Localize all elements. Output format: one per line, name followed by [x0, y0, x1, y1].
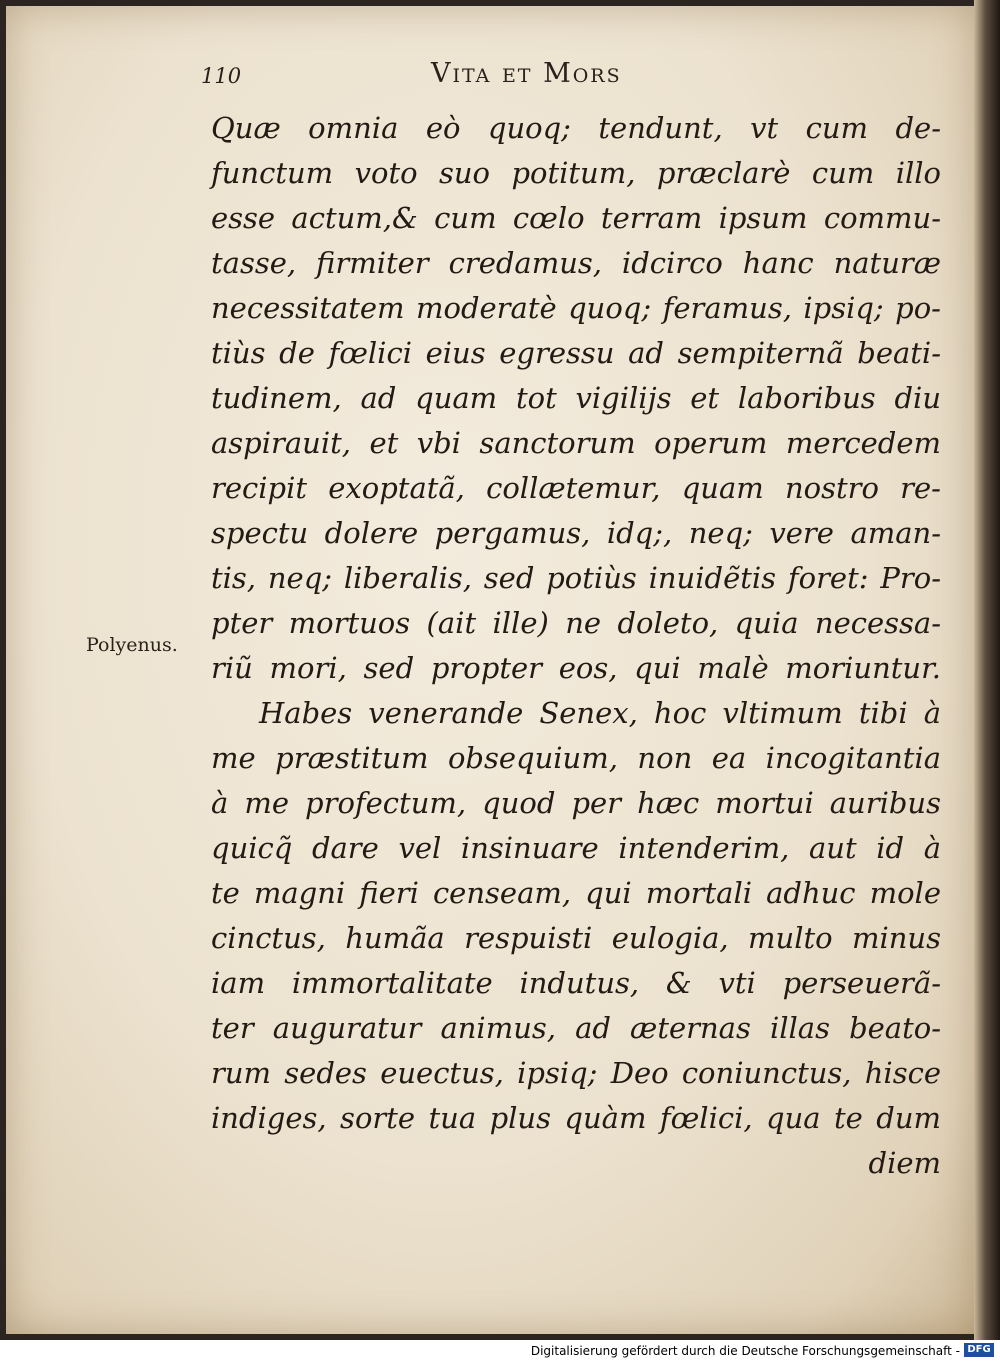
text-line: tiùs de fœlici eius egressu ad sempiternã beati-	[211, 336, 941, 370]
text-line: recipit exoptatã, collætemur, quam nostro re-	[211, 471, 941, 505]
text-line: à me profectum, quod per hæc mortui auribus	[211, 786, 941, 820]
text-line: Habes venerande Senex, hoc vltimum tibi à	[259, 696, 941, 730]
margin-note: Polyenus.	[86, 634, 178, 656]
text-line: te magni fieri censeam, qui mortali adhuc mole	[211, 876, 941, 910]
text-line: cinctus, humãa respuisti eulogia, multo minus	[211, 921, 941, 955]
text-line: tasse, firmiter credamus, idcirco hanc naturæ	[211, 246, 941, 280]
text-line: riũ mori, sed propter eos, qui malè moriuntur.	[211, 651, 941, 685]
text-line: indiges, sorte tua plus quàm fœlici, qua te dum	[211, 1101, 941, 1135]
body-text	[211, 106, 941, 1186]
running-head	[201, 54, 921, 94]
page-edge	[974, 0, 1000, 1340]
catchword: diem	[868, 1146, 941, 1180]
text-line: pter mortuos (ait ille) ne doleto, quia necessa-	[211, 606, 941, 640]
dfg-logo[interactable]: DFG	[964, 1343, 994, 1357]
text-line: tudinem, ad quam tot vigilijs et laboribus diu	[211, 381, 941, 415]
text-line: aspirauit, et vbi sanctorum operum mercedem	[211, 426, 941, 460]
page-number: 110	[201, 64, 242, 88]
text-line: functum voto suo potitum, præclarè cum illo	[211, 156, 941, 190]
text-line: iam immortalitate indutus, & vti perseuerã-	[211, 966, 941, 1000]
funding-notice: Digitalisierung gefördert durch die Deutsche Forschungsgemeinschaft -	[530, 1344, 960, 1358]
footer-bar	[0, 1340, 1000, 1362]
text-line: quicq̃ dare vel insinuare intenderim, aut id à	[211, 831, 941, 865]
text-line: ter auguratur animus, ad æternas illas beato-	[211, 1011, 941, 1045]
book-page	[6, 6, 974, 1334]
text-line: necessitatem moderatè quoq; feramus, ipsiq; po-	[211, 291, 941, 325]
text-line: me præstitum obsequium, non ea incogitantia	[211, 741, 941, 775]
text-line: Quæ omnia eò quoq; tendunt, vt cum de-	[211, 111, 941, 145]
running-title: Vita et Mors	[431, 58, 622, 89]
text-line: spectu dolere pergamus, idq;, neq; vere aman-	[211, 516, 941, 550]
text-line: tis, neq; liberalis, sed potiùs inuidẽtis foret: Pro-	[211, 561, 941, 595]
text-line: esse actum,& cum cœlo terram ipsum commu-	[211, 201, 941, 235]
text-line: rum sedes euectus, ipsiq; Deo coniunctus, hisce	[211, 1056, 941, 1090]
